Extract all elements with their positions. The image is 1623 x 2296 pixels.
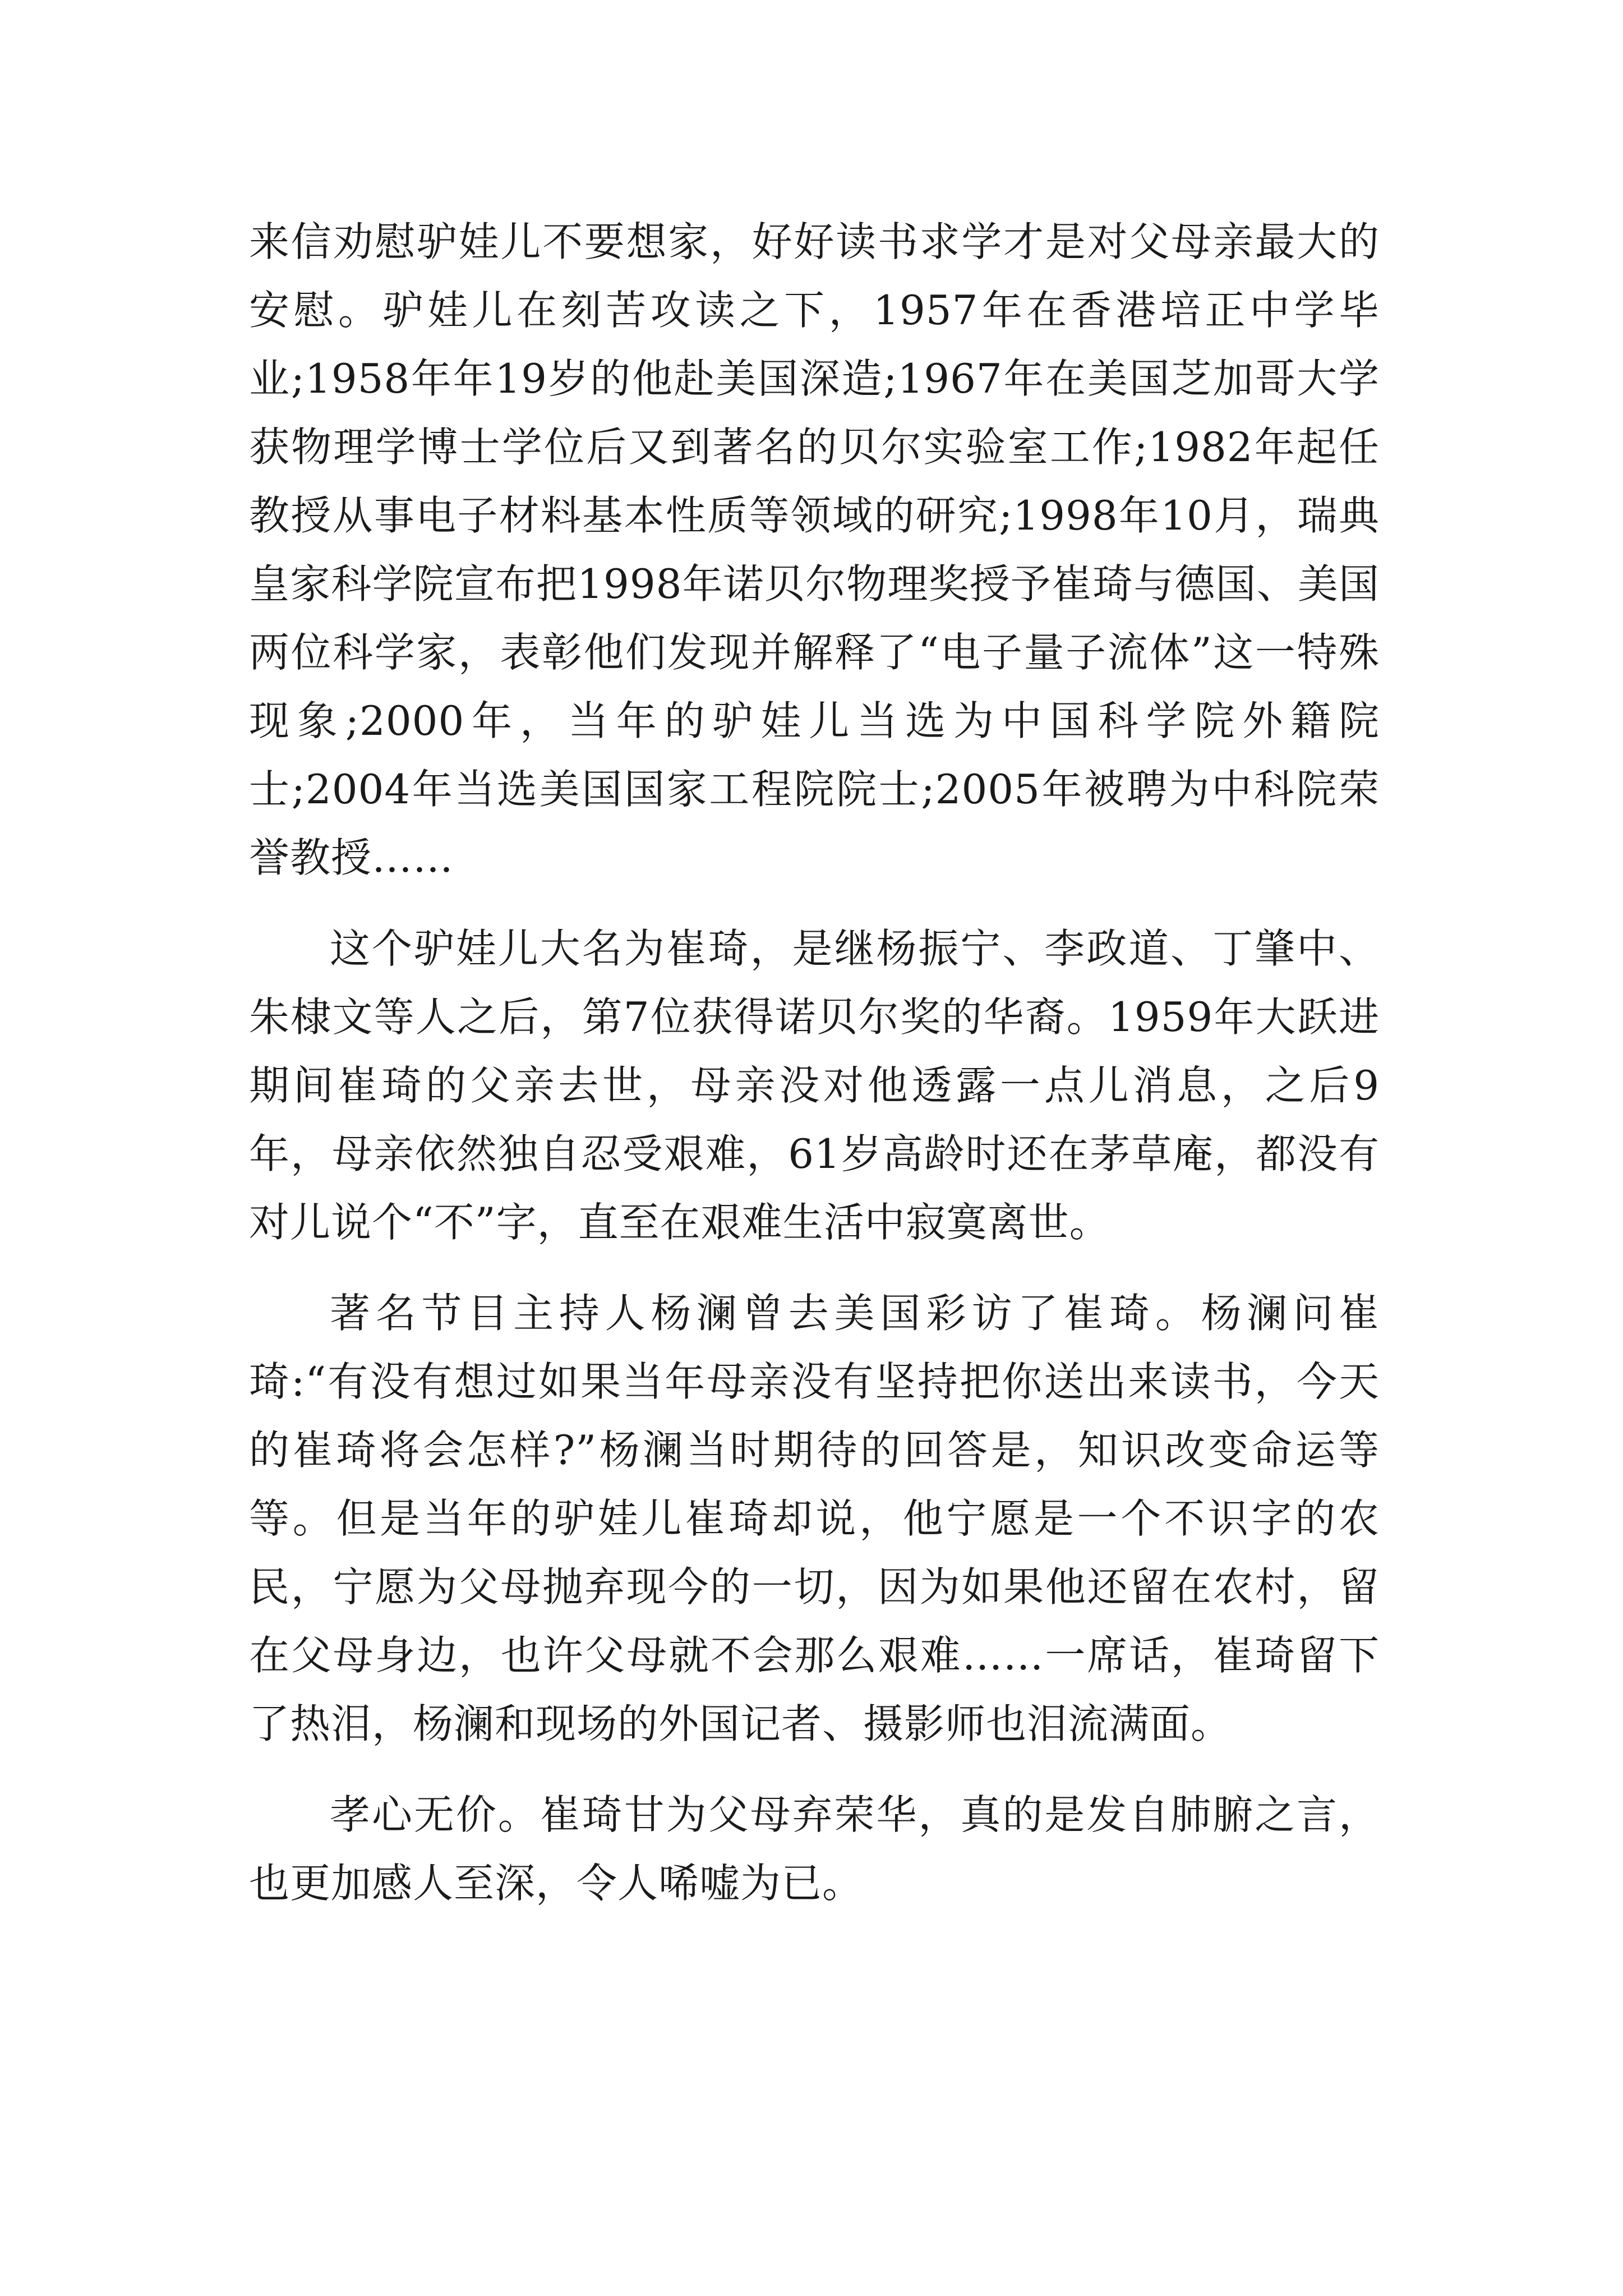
- document-body: [249, 208, 1380, 1940]
- paragraph-3: 著名节目主持人杨澜曾去美国彩访了崔琦。杨澜问崔琦:“有没有想过如果当年母亲没有坚持把你送出来读书，今天的崔琦将会怎样?”杨澜当时期待的回答是，知识改变命运等等。但是当年的驴娃儿崔琦却说，他宁愿是一个不识字的农民，宁愿为父母抛弃现今的一切，因为如果他还留在农村，留在父母身边，也许父母就不会那么艰难……一席话，崔琦留下了热泪，杨澜和现场的外国记者、摄影师也泪流满面。: [249, 1290, 1380, 1747]
- paragraph-1: 来信劝慰驴娃儿不要想家，好好读书求学才是对父母亲最大的安慰。驴娃儿在刻苦攻读之下，1957年在香港培正中学毕业;1958年年19岁的他赴美国深造;1967年在美国芝加哥大学获物理学博士学位后又到著名的贝尔实验室工作;1982年起任教授从事电子材料基本性质等领域的研究;1998年10月，瑞典皇家科学院宣布把1998年诺贝尔物理奖授予崔琦与德国、美国两位科学家，表彰他们发现并解释了“电子量子流体”这一特殊现象;2000年，当年的驴娃儿当选为中国科学院外籍院士;2004年当选美国国家工程院院士;2005年被聘为中科院荣誉教授……: [249, 218, 1380, 881]
- paragraph-2: 这个驴娃儿大名为崔琦，是继杨振宁、李政道、丁肇中、朱棣文等人之后，第7位获得诺贝尔奖的华裔。1959年大跃进期间崔琦的父亲去世，母亲没对他透露一点儿消息，之后9年，母亲依然独自忍受艰难，61岁高龄时还在茅草庵，都没有对儿说个“不”字，直至在艰难生活中寂寞离世。: [249, 925, 1380, 1246]
- paragraph-4: 孝心无价。崔琦甘为父母弃荣华，真的是发自肺腑之言，也更加感人至深，令人唏嘘为已。: [249, 1791, 1380, 1907]
